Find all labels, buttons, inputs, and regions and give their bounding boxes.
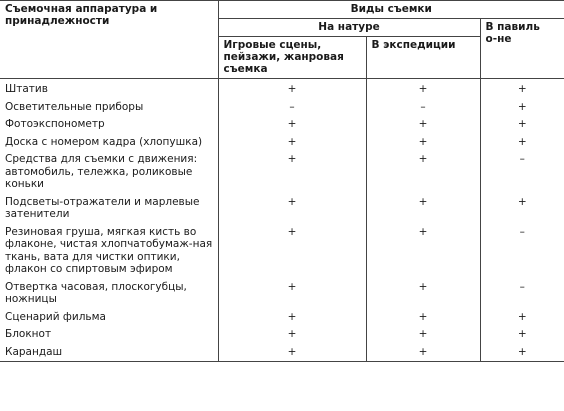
cell-pavilion: –	[480, 279, 564, 309]
cell-game: +	[218, 151, 366, 194]
row-name: Подсветы-отражатели и марлевые затенители	[5, 195, 200, 220]
cell-pavilion: +	[480, 79, 564, 99]
cell-pavilion: +	[480, 309, 564, 327]
row-name: Штатив	[5, 83, 48, 95]
cell-pavilion: +	[480, 116, 564, 134]
table-row	[0, 224, 564, 279]
cell-game: +	[218, 79, 366, 99]
header-types-label: Виды съемки	[350, 3, 432, 15]
row-name: Блокнот	[5, 328, 52, 340]
table-row	[0, 344, 564, 362]
cell-game: +	[218, 279, 366, 309]
header-expedition-label: В экспедиции	[371, 39, 456, 51]
cell-pavilion: +	[480, 99, 564, 117]
table-row	[0, 151, 564, 194]
header-pavilion-label: В павильо-не	[485, 21, 540, 45]
cell-expedition: +	[366, 194, 480, 224]
table-row	[0, 279, 564, 309]
table-row	[0, 194, 564, 224]
cell-game: +	[218, 116, 366, 134]
row-name: Карандаш	[0, 344, 218, 362]
header-types-group	[218, 1, 564, 19]
cell-game: +	[218, 309, 366, 327]
cell-game: +	[218, 326, 366, 344]
row-name: Резиновая груша, мягкая кисть во флаконе, чистая хлопчатобумаж-ная ткань, вата для чистки оптики, флакон со спиртовым эфиром	[5, 225, 213, 275]
cell-expedition: +	[366, 224, 480, 279]
header-pavilion	[480, 19, 564, 79]
cell-expedition: +	[366, 116, 480, 134]
row-name: Доска с номером кадра (хлопушка)	[5, 135, 203, 148]
table-body	[0, 79, 564, 362]
table-row	[0, 309, 564, 327]
cell-expedition: +	[366, 344, 480, 362]
cell-game: +	[218, 194, 366, 224]
row-name: Средства для съемки с движения: автомобиль, тележка, роликовые коньки	[5, 153, 198, 190]
cell-game: +	[218, 344, 366, 362]
table-row	[0, 79, 564, 99]
cell-pavilion: +	[480, 134, 564, 152]
row-name: Осветительные приборы	[5, 100, 144, 113]
cell-pavilion: +	[480, 326, 564, 344]
header-outdoor-group	[218, 19, 480, 37]
row-name: Фотоэкспонометр	[5, 118, 105, 130]
cell-pavilion: –	[480, 224, 564, 279]
cell-pavilion: +	[480, 344, 564, 362]
header-equipment	[0, 1, 218, 79]
cell-pavilion: +	[480, 194, 564, 224]
table-header	[0, 1, 564, 79]
row-name: Отвертка часовая, плоскогубцы, ножницы	[5, 280, 187, 305]
cell-game: +	[218, 134, 366, 152]
header-game-label: Игровые сцены, пейзажи, жанровая съемка	[223, 39, 344, 75]
table-row	[0, 99, 564, 117]
table-row	[0, 116, 564, 134]
table-row	[0, 326, 564, 344]
cell-expedition: +	[366, 326, 480, 344]
header-expedition	[366, 37, 480, 79]
table-row	[0, 134, 564, 152]
header-equipment-label: Съемочная аппаратура и принадлежности	[5, 3, 158, 27]
row-name: Сценарий фильма	[5, 310, 106, 323]
cell-expedition: +	[366, 279, 480, 309]
cell-game: –	[218, 99, 366, 117]
cell-expedition: +	[366, 134, 480, 152]
cell-pavilion: –	[480, 151, 564, 194]
cell-game: +	[218, 224, 366, 279]
header-outdoor-label: На натуре	[318, 21, 380, 33]
cell-expedition: +	[366, 309, 480, 327]
cell-expedition: +	[366, 151, 480, 194]
header-game	[218, 37, 366, 79]
cell-expedition: +	[366, 79, 480, 99]
cell-expedition: –	[366, 99, 480, 117]
